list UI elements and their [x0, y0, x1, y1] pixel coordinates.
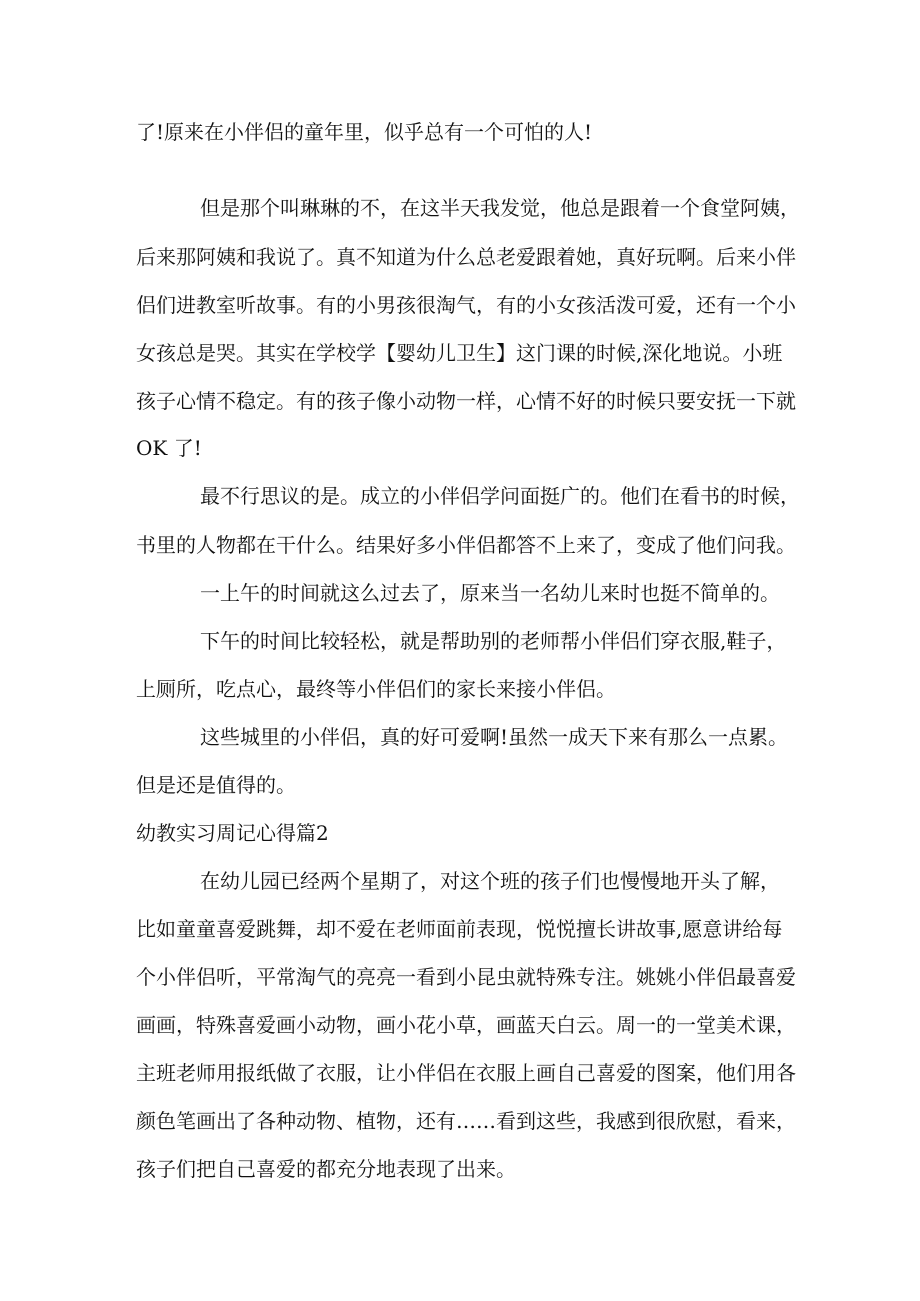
paragraph-start-line: 但是那个叫琳琳的不，在这半天我发觉，他总是跟着一个食堂阿姨， — [200, 196, 800, 220]
text-line: 比如童童喜爱跳舞，却不爱在老师面前表现，悦悦擅长讲故事,愿意讲给每 — [136, 917, 783, 941]
text-line: 颜色笔画出了各种动物、植物，还有……看到这些，我感到很欣慰，看来， — [136, 1109, 796, 1133]
text-line: 侣们进教室听故事。有的小男孩很淘气，有的小女孩活泼可爱，还有一个小 — [136, 293, 796, 317]
text-line: 孩子们把自己喜爱的都充分地表现了出来。 — [136, 1157, 516, 1181]
text-line: 了!原来在小伴侣的童年里，似乎总有一个可怕的人! — [136, 120, 593, 144]
text-line: 上厕所，吃点心，最终等小伴侣们的家长来接小伴侣。 — [136, 677, 616, 701]
text-line: 书里的人物都在干什么。结果好多小伴侣都答不上来了，变成了他们问我。 — [136, 533, 796, 557]
text-line: 个小伴侣听，平常淘气的亮亮一看到小昆虫就特殊专注。姚姚小伴侣最喜爱 — [136, 965, 796, 989]
text-line: 但是还是值得的。 — [136, 773, 296, 797]
paragraph-start-line: 这些城里的小伴侣，真的好可爱啊!虽然一成天下来有那么一点累。 — [200, 725, 789, 749]
text-line: 女孩总是哭。其实在学校学【婴幼儿卫生】这门课的时候,深化地说。小班 — [136, 341, 783, 365]
paragraph-start-line: 最不行思议的是。成立的小伴侣学问面挺广的。他们在看书的时候， — [200, 484, 800, 508]
text-line: 后来那阿姨和我说了。真不知道为什么总老爱跟着她，真好玩啊。后来小伴 — [136, 245, 796, 269]
paragraph-start-line: 一上午的时间就这么过去了，原来当一名幼儿来时也挺不简单的。 — [200, 581, 780, 605]
paragraph-start-line: 在幼儿园已经两个星期了，对这个班的孩子们也慢慢地开头了解， — [200, 869, 780, 893]
text-line: OK 了! — [136, 436, 202, 460]
text-line: 孩子心情不稳定。有的孩子像小动物一样，心情不好的时候只要安抚一下就 — [136, 389, 796, 413]
section-heading: 幼教实习周记心得篇2 — [136, 821, 329, 845]
text-line: 主班老师用报纸做了衣服，让小伴侣在衣服上画自己喜爱的图案，他们用各 — [136, 1061, 796, 1085]
text-line: 画画，特殊喜爱画小动物，画小花小草，画蓝天白云。周一的一堂美术课， — [136, 1013, 796, 1037]
paragraph-start-line: 下午的时间比较轻松，就是帮助别的老师帮小伴侣们穿衣服,鞋子， — [200, 629, 787, 653]
